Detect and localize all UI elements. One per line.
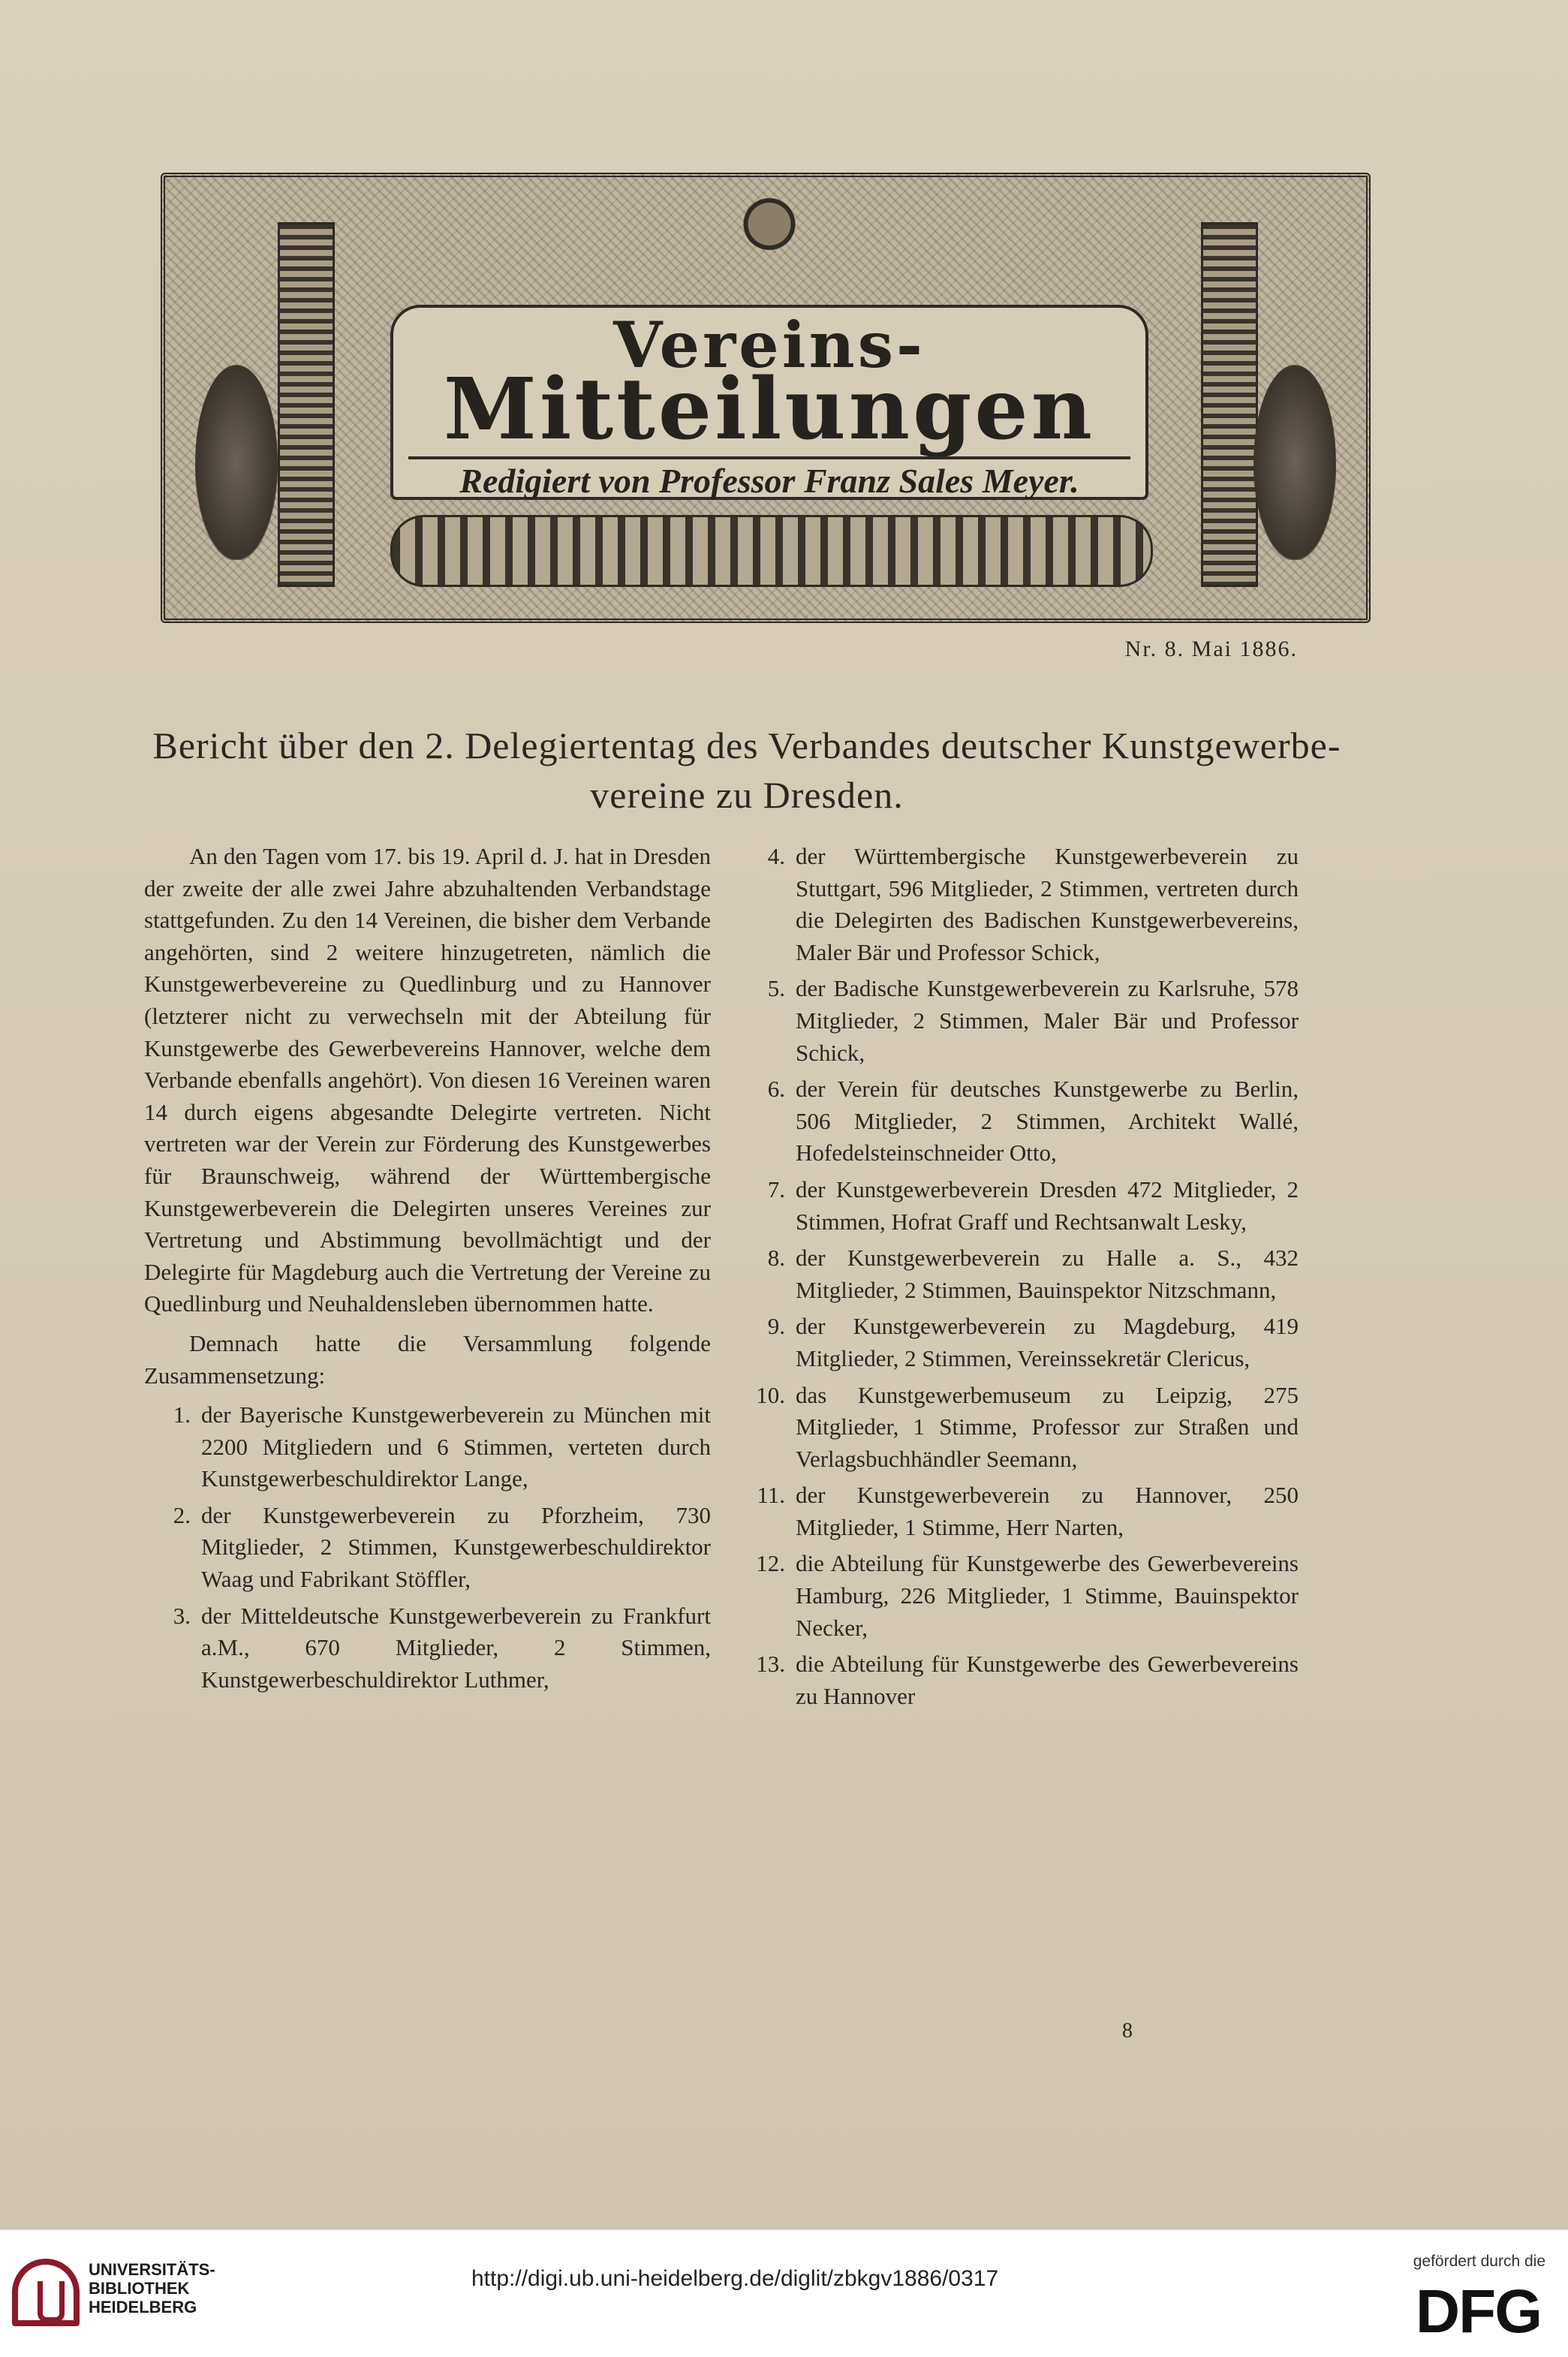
intro-paragraph-2: Demnach hatte die Versammlung folgende Zusammensetzung:	[144, 1329, 711, 1389]
list-item-number: 11.	[757, 1482, 785, 1509]
list-item-number: 4.	[767, 843, 785, 869]
list-item-text: der Kunstgewerbeverein zu Pforzheim, 730 Mitglieder, 2 Stimmen, Kunstgewerbeschuldirektor Waag und Fabrikant Stöffler,	[201, 1501, 711, 1593]
header-title-line2: Mitteilungen	[443, 360, 1096, 459]
list-item	[144, 1500, 711, 1596]
list-item-text: die Abteilung für Kunstgewerbe des Gewerbevereins zu Hannover	[796, 1651, 1299, 1709]
permalink-url[interactable]: http://digi.ub.uni-heidelberg.de/diglit/zbkgv1886/0317	[471, 2266, 999, 2291]
list-item-number: 7.	[767, 1175, 785, 1203]
list-item	[743, 1548, 1299, 1644]
list-item-text: der Kunstgewerbeverein Dresden 472 Mitglieder, 2 Stimmen, Hofrat Graff und Rechtsanwalt Lesky,	[796, 1175, 1299, 1235]
list-item-number: 13.	[756, 1651, 785, 1678]
issue-number: Nr. 8. Mai 1886.	[1124, 637, 1298, 661]
article-title-line1: Bericht über den 2. Delegiertentag des Verbandes deutscher Kunstgewerbe-	[152, 724, 1341, 766]
library-name-line1: UNIVERSITÄTS-	[89, 2260, 215, 2279]
header-title-line1: Vereins-	[613, 308, 925, 382]
ornament-urn-right	[1253, 365, 1336, 560]
list-item-number: 9.	[767, 1313, 785, 1340]
header-title-panel	[390, 305, 1148, 500]
ornament-urn-left	[195, 365, 278, 560]
ornament-pillar-right	[1201, 222, 1258, 587]
list-item	[743, 973, 1299, 1069]
list-item-text: das Kunstgewerbemuseum zu Leipzig, 275 Mitglieder, 1 Stimme, Professor zur Straßen und Verlagsbuchhändler Seemann,	[796, 1381, 1299, 1472]
list-item-number: 2.	[173, 1501, 191, 1528]
list-item-text: der Württembergische Kunstgewerbeverein zu Stuttgart, 596 Mitglieder, 2 Stimmen, vertreten durch die Delegirten des Badischen Kunstgewerbevereins, Maler Bär und Professor Schick,	[796, 843, 1299, 965]
page-signature: 8	[1122, 2019, 1133, 2042]
list-item	[144, 1399, 711, 1495]
library-name-line2: BIBLIOTHEK	[89, 2279, 190, 2298]
list-item	[743, 1242, 1299, 1306]
list-item-text: der Verein für deutsches Kunstgewerbe zu Berlin, 506 Mitglieder, 2 Stimmen, Architekt Wallé, Hofedelsteinschneider Otto,	[796, 1076, 1299, 1166]
list-item-number: 3.	[173, 1602, 191, 1629]
library-name	[89, 2260, 215, 2316]
list-item-text: der Kunstgewerbeverein zu Hannover, 250 Mitglieder, 1 Stimme, Herr Narten,	[796, 1482, 1299, 1540]
intro-paragraph: An den Tagen vom 17. bis 19. April d. J. hat in Dresden der zweite der alle zwei Jahre abzuhaltenden Verbandstage stattgefunden. Zu den 14 Vereinen, die bisher dem Verbande angehörten, sind 2 weitere hinzugetreten, nämlich die Kunstgewerbevereine zu Quedlinburg und zu Hannover (letzterer nicht zu verwechseln mit der Abteilung für Kunstgewerbe des Gewerbevereins Hannover, welche dem Verbande ebenfalls angehört). Von diesen 16 Vereinen waren 14 durch eigens abgesandte Delegirte vertreten. Nicht vertreten war der Verein zur Förderung des Kunstgewerbes für Braunschweig, während der Württembergische Kunstgewerbeverein die Delegirten unseres Vereines zur Vertretung und Abstimmung bevollmächtigt und der Delegirte für Magdeburg auch die Vertretung der Vereine zu Quedlinburg und Neuhaldensleben übernommen hatte.	[144, 843, 711, 1317]
list-item	[743, 1174, 1299, 1238]
article-title-line2: vereine zu Dresden.	[590, 774, 904, 816]
university-library-logo-icon	[12, 2259, 80, 2326]
list-item	[144, 1600, 711, 1696]
left-column	[144, 841, 711, 1700]
header-subtitle: Redigiert von Professor Franz Sales Meyer.	[408, 456, 1130, 501]
list-item-text: der Mitteldeutsche Kunstgewerbeverein zu Frankfurt a.M., 670 Mitglieder, 2 Stimmen, Kunstgewerbeschuldirektor Luthmer,	[201, 1602, 711, 1693]
funded-by-label: gefördert durch die	[1413, 2253, 1545, 2270]
list-item-text: der Kunstgewerbeverein zu Halle a. S., 432 Mitglieder, 2 Stimmen, Bauinspektor Nitzschmann,	[796, 1245, 1299, 1303]
member-list-left	[144, 1399, 711, 1696]
list-item-text: der Bayerische Kunstgewerbeverein zu München mit 2200 Mitgliedern und 6 Stimmen, verteten durch Kunstgewerbeschuldirektor Lange,	[201, 1401, 711, 1492]
ornament-pillar-left	[278, 222, 335, 587]
ornamental-header	[161, 173, 1371, 623]
list-item-number: 12.	[756, 1550, 785, 1577]
list-item	[743, 841, 1299, 968]
list-item-number: 1.	[173, 1401, 191, 1428]
list-item-text: der Badische Kunstgewerbeverein zu Karlsruhe, 578 Mitglieder, 2 Stimmen, Maler Bär und Professor Schick,	[796, 975, 1299, 1066]
list-item-text: die Abteilung für Kunstgewerbe des Gewerbevereins Hamburg, 226 Mitglieder, 1 Stimme, Bauinspektor Necker,	[796, 1550, 1299, 1641]
dfg-logo: DFG	[1415, 2277, 1541, 2346]
list-item	[743, 1380, 1299, 1476]
list-item-text: der Kunstgewerbeverein zu Magdeburg, 419 Mitglieder, 2 Stimmen, Vereinssekretär Clericus,	[796, 1313, 1299, 1371]
article-title	[150, 721, 1344, 820]
library-name-line3: HEIDELBERG	[89, 2298, 197, 2316]
list-item	[743, 1648, 1299, 1712]
list-item	[743, 1073, 1299, 1169]
right-column	[743, 841, 1299, 1717]
list-item	[743, 1480, 1299, 1543]
ornament-crest	[736, 162, 803, 275]
list-item	[743, 1311, 1299, 1374]
list-item-number: 6.	[767, 1076, 785, 1103]
list-item-number: 8.	[767, 1245, 785, 1272]
list-item-number: 10.	[756, 1381, 785, 1408]
ornament-scroll-band	[390, 515, 1153, 587]
footer-bar	[0, 2229, 1568, 2357]
list-item-number: 5.	[767, 975, 785, 1002]
